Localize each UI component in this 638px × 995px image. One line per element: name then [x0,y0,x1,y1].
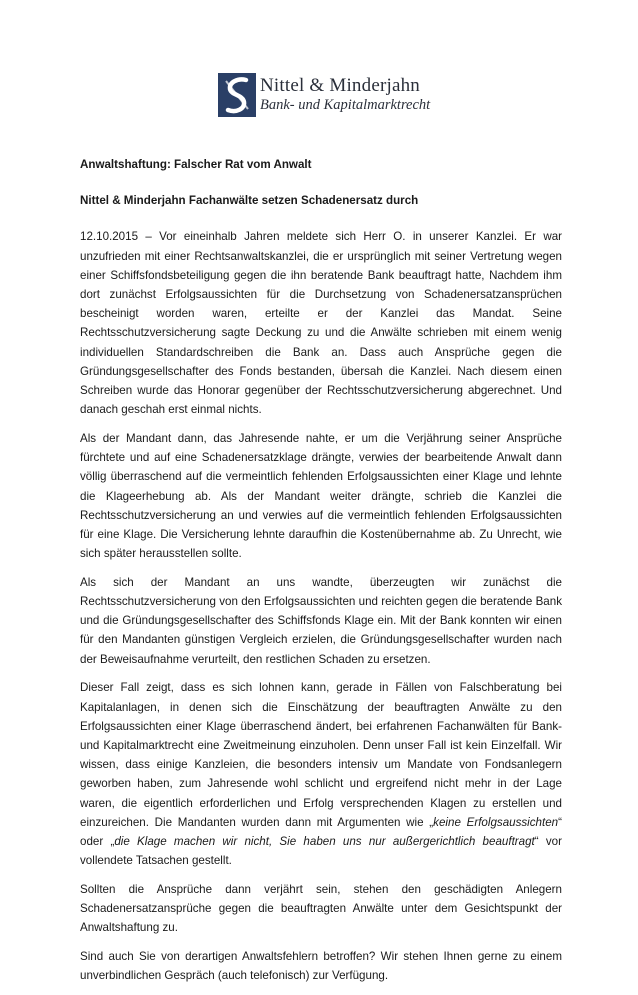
paragraph-1: 12.10.2015 – Vor eineinhalb Jahren meldete sich Herr O. in unserer Kanzlei. Er war unzufrieden mit einer Rechtsanwaltskanzlei, die er ursprünglich mit seiner Vertretung wegen einer Schiffsfondsbeteiligung gegen die ihn beratende Bank beauftragt hatte, Nachdem ihm dort zunächst Erfolgsaussichten für die Durchsetzung von Schadenersatzansprüchen bescheinigt worden waren, erteilte er der Kanzlei das Mandat. Seine Rechtsschutzversicherung sagte Deckung zu und die Anwälte schrieben mit einem wenig individuellen Standardschreiben die Bank an. Dass auch Ansprüche gegen die Gründungsgesellschafter des Fonds bestanden, übersah die Kanzlei. Nach diesem einen Schreiben wurde das Honorar gegenüber der Rechtsschutzversicherung abgerechnet. Und danach geschah erst einmal nichts. [80,230,562,417]
logo-firm-name: Nittel & Minderjahn [260,75,420,96]
article-headline: Anwaltshaftung: Falscher Rat vom Anwalt [80,158,312,171]
paragraph-4-end: “ vor vollendete Tatsachen gestellt. [80,835,562,868]
paragraph-4 [80,678,562,870]
quote-no-lawsuit: die Klage machen wir nicht, Sie haben uns nur außergerichtlich beauftragt [114,835,535,848]
article-body [80,155,562,995]
paragraph-4-text: Dieser Fall zeigt, dass es sich lohnen kann, gerade in Fällen von Falschberatung bei Kapitalanlagen, in denen sich die Einschätzung der beauftragten Anwälte zu den Erfolgsaussichten einer Klage überraschend ändert, bei erfahrenen Fachanwälten für Bank- und Kapitalmarktrecht eine Zweitmeinung einzuholen. Denn unser Fall ist kein Einzelfall. Wir wissen, dass einige Kanzleien, die besonders intensiv um Mandate von Fondsanlegern geworben haben, zum Jahresende wohl schlicht und ergreifend nicht mehr in der Lage waren, die eigentlich erforderlichen und Erfolg versprechenden Klagen zu erstellen und einzureichen. Die Mandanten wurden dann mit Argumenten wie „ [80,681,562,829]
firm-logo [218,73,458,117]
paragraph-2: Als der Mandant dann, das Jahresende nahte, er um die Verjährung seiner Ansprüche fürchtete und auf eine Schadenersatzklage drängte, verwies der bearbeitende Anwalt dann völlig überraschend auf die vermeintlich fehlenden Erfolgsaussichten einer Klage und lehnte die Klageerhebung ab. Als der Mandant weiter drängte, schrieb die Kanzlei die Rechtsschutzversicherung an und verwies auf die vermeintlich fehlenden Erfolgsaussichten für eine Klage. Die Versicherung lehnte daraufhin die Kostenübernahme ab. Zu Unrecht, wie sich später herausstellen sollte. [80,431,562,561]
article-subheadline: Nittel & Minderjahn Fachanwälte setzen Schadenersatz durch [80,194,419,208]
paragraph-6: Sind auch Sie von derartigen Anwaltsfehlern betroffen? Wir stehen Ihnen gerne zu einem unverbindlichen Gespräch (auch telefonisch) zur Verfügung. [80,950,562,983]
logo-tagline: Bank- und Kapitalmarktrecht [260,97,431,113]
paragraph-4-mid: “ oder „ [80,815,562,848]
paragraph-5: Sollten die Ansprüche dann verjährt sein, stehen den geschädigten Anlegern Schadenersatzansprüche gegen die beauftragten Anwälte unter dem Gesichtspunkt der Anwaltshaftung zu. [80,882,562,935]
paragraph-3: Als sich der Mandant an uns wandte, überzeugten wir zunächst die Rechtsschutzversicherung von den Erfolgsaussichten und reichten gegen die beratende Bank und die Gründungsgesellschafter des Schiffsfonds Klage ein. Mit der Bank konnten wir einen für den Mandanten günstigen Vergleich erzielen, die Gründungsgesellschafter wurden nach der Beweisaufnahme verurteilt, den restlichen Schaden zu ersetzen. [80,575,562,666]
logo-emblem-icon [218,73,256,117]
quote-no-prospects: keine Erfolgsaussichten [433,815,559,829]
